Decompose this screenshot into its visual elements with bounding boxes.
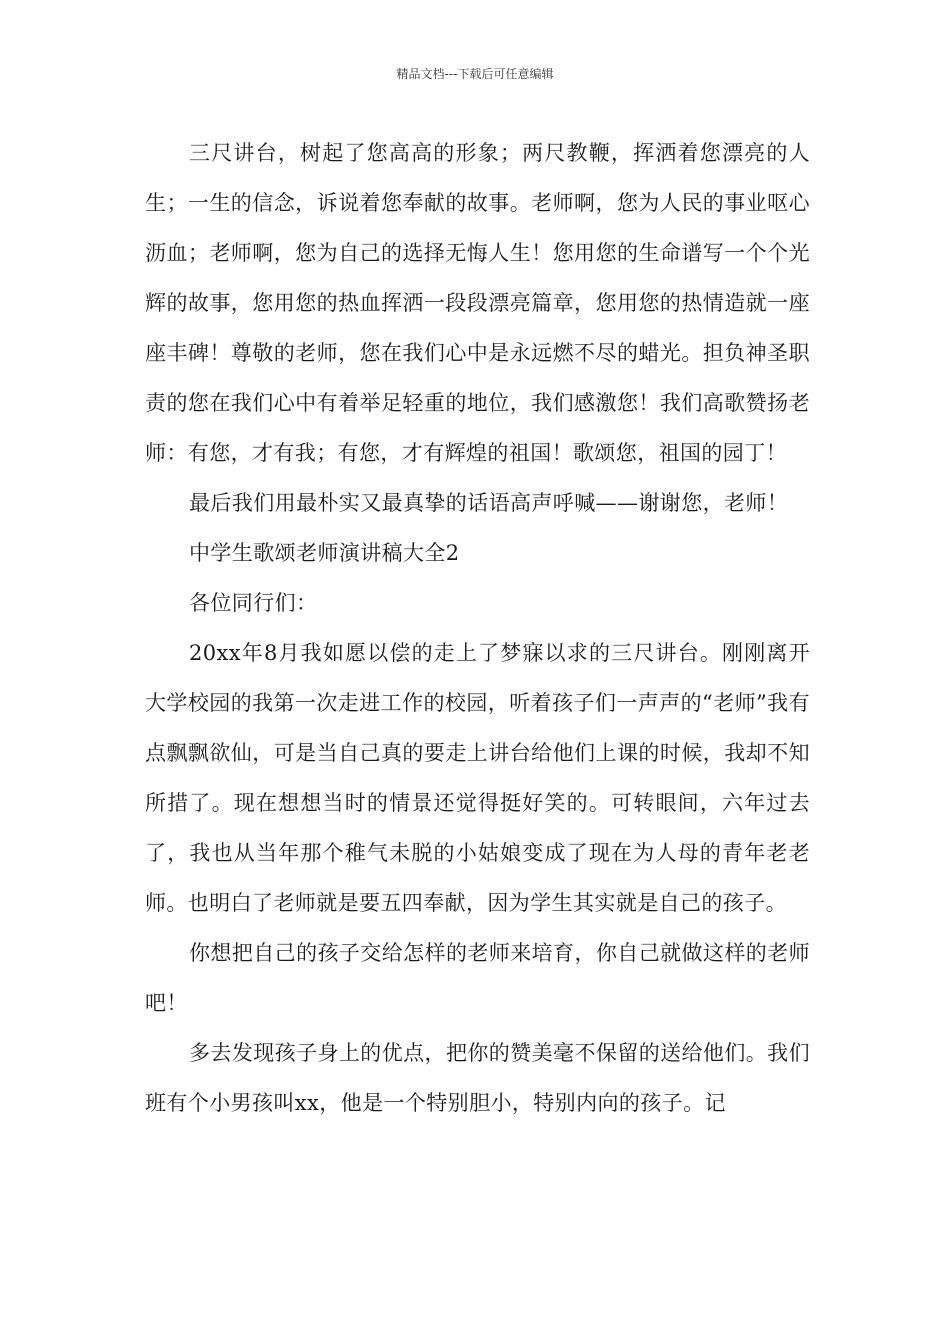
paragraph-be-that-teacher: 你想把自己的孩子交给怎样的老师来培育，你自己就做这样的老师吧！ bbox=[145, 941, 810, 1015]
paragraph-tribute: 三尺讲台，树起了您高高的形象；两尺教鞭，挥洒着您漂亮的人生；一生的信念，诉说着您奉献的故事。老师啊，您为人民的事业呕心沥血；老师啊，您为自己的选择无悔人生！您用您的生命谱写一个个光辉的故事，您用您的热血挥洒一段段漂亮篇章，您用您的热情造就一座座丰碑！尊敬的老师，您在我们心中是永远燃不尽的蜡光。担负神圣职责的您在我们心中有着举足轻重的地位，我们感激您！我们高歌赞扬老师：有您，才有我；有您，才有辉煌的祖国！歌颂您，祖国的园丁！ bbox=[145, 141, 810, 465]
page-header: 精品文档---下载后可任意编辑 bbox=[396, 67, 554, 81]
paragraph-praise: 多去发现孩子身上的优点，把你的赞美毫不保留的送给他们。我们班有个小男孩叫xx，他是一个特别胆小，特别内向的孩子。记 bbox=[145, 1041, 810, 1115]
salutation: 各位同行们： bbox=[189, 591, 318, 615]
section-title: 中学生歌颂老师演讲稿大全2 bbox=[189, 541, 460, 565]
paragraph-first-day: 20xx年8月我如愿以偿的走上了梦寐以求的三尺讲台。刚刚离开大学校园的我第一次走进工作的校园，听着孩子们一声声的“老师”我有点飘飘欲仙，可是当自己真的要走上讲台给他们上课的时候，我却不知所措了。现在想想当时的情景还觉得挺好笑的。可转眼间，六年过去了，我也从当年那个稚气未脱的小姑娘变成了现在为人母的青年老老师。也明白了老师就是要五四奉献，因为学生其实就是自己的孩子。 bbox=[145, 641, 810, 915]
paragraph-thanks: 最后我们用最朴实又最真挚的话语高声呼喊——谢谢您，老师！ bbox=[189, 491, 789, 515]
document-body bbox=[145, 128, 810, 1128]
